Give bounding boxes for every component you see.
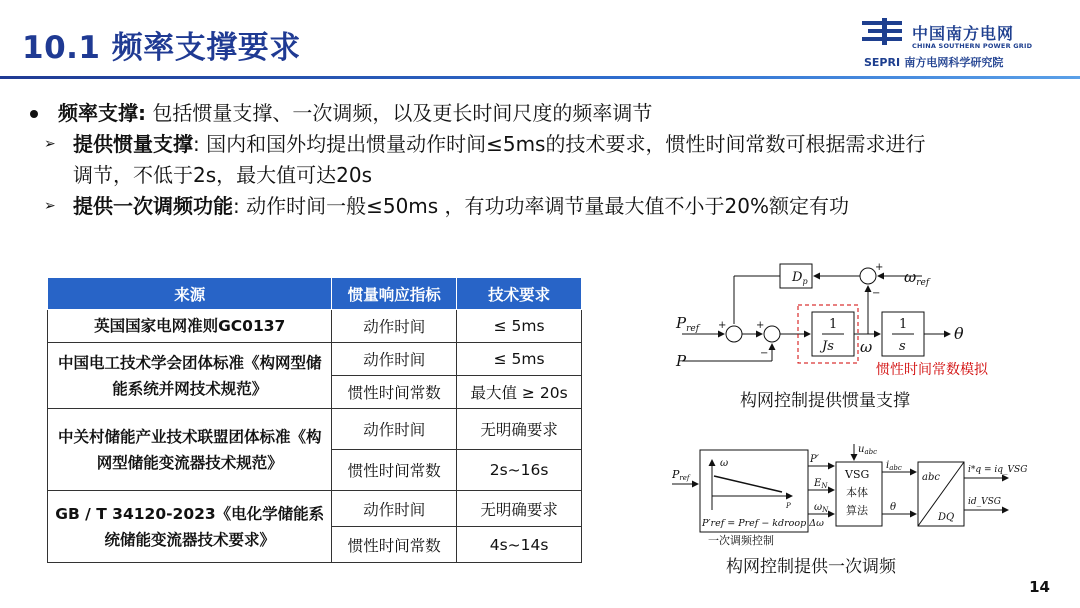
- bullet-inertia-support: [28, 129, 1058, 160]
- company-logo: [862, 18, 1062, 70]
- value-cell: 无明确要求: [457, 491, 582, 527]
- header-requirement: 技术要求: [457, 278, 582, 310]
- requirements-table: [47, 277, 582, 563]
- label-p-ref: Pref: [672, 468, 690, 482]
- bullet-inertia-continuation: [28, 160, 1058, 191]
- label-u-abc: $u_{abc}$: [858, 444, 878, 456]
- primary-frequency-caption: 构网控制提供一次调频: [726, 557, 896, 577]
- gain-denominator: Js: [822, 339, 834, 354]
- metric-cell: 动作时间: [332, 310, 457, 343]
- gain-numerator: 1: [829, 317, 838, 332]
- label-id: id_VSG: [968, 497, 1001, 507]
- label-p: P: [676, 352, 687, 370]
- arrow-bullet-icon: ➢: [44, 198, 56, 214]
- arrow-bullet-icon: ➢: [44, 136, 56, 152]
- metric-cell: 惯性时间常数: [332, 527, 457, 563]
- bullet-bold: 提供一次调频功能: [73, 194, 233, 218]
- value-cell: 最大值 ≥ 20s: [457, 376, 582, 409]
- label-theta: θ: [890, 502, 897, 513]
- vsg-label: 算法: [846, 504, 868, 517]
- sum-junction-omega-ref: [860, 268, 876, 284]
- source-cell: 英国国家电网准则GC0137: [48, 310, 332, 343]
- logo-text-cn: 中国南方电网: [912, 24, 1015, 43]
- label-omega-n: $\omega_N$: [814, 502, 829, 514]
- logo-sepri-name: 南方电网科学研究院: [904, 56, 1004, 69]
- bullet-text: 包括惯量支撑、一次调频，以及更长时间尺度的频率调节: [152, 101, 653, 125]
- label-iq: i*q = iq_VSG: [968, 465, 1028, 475]
- inertia-diagram-caption: 构网控制提供惯量支撑: [740, 391, 910, 411]
- metric-cell: 动作时间: [332, 491, 457, 527]
- value-cell: 4s~14s: [457, 527, 582, 563]
- sum-junction-p: [764, 326, 780, 342]
- metric-cell: 动作时间: [332, 343, 457, 376]
- bullet-primary-frequency: [28, 191, 1058, 222]
- label-omega: ω: [860, 338, 873, 356]
- bullet-bold: 提供惯量支撑: [73, 132, 193, 156]
- droop-formula: P′ref = Pref − kdroop Δω: [702, 518, 824, 529]
- header-source: 来源: [48, 278, 332, 310]
- table-row: [48, 343, 582, 376]
- value-cell: ≤ 5ms: [457, 343, 582, 376]
- bullet-list: [28, 98, 1058, 222]
- source-cell: GB / T 34120-2023《电化学储能系统储能变流器技术要求》: [48, 491, 332, 563]
- value-cell: ≤ 5ms: [457, 310, 582, 343]
- integrator-denominator: s: [899, 339, 906, 354]
- source-cell: 中国电工技术学会团体标准《构网型储能系统并网技术规范》: [48, 343, 332, 409]
- vsg-label: 本体: [846, 486, 868, 499]
- value-cell: 2s~16s: [457, 450, 582, 491]
- logo-sepri-abbr: SEPRI: [864, 56, 901, 69]
- metric-cell: 动作时间: [332, 409, 457, 450]
- bullet-bold: 频率支撑:: [58, 101, 146, 125]
- label-omega-ref: $\omega_{ref}$: [904, 268, 930, 288]
- table-row: [48, 409, 582, 450]
- inertia-annotation: 惯性时间常数模拟: [876, 362, 988, 378]
- csg-logo-icon: [862, 18, 906, 52]
- plus-sign: +: [756, 320, 765, 331]
- label-theta: θ: [954, 324, 964, 343]
- vsg-label: VSG: [845, 468, 870, 481]
- page-title: 10.1 频率支撑要求: [22, 30, 301, 66]
- label-dp: $D_p$: [792, 270, 808, 286]
- table-row: [48, 310, 582, 343]
- plus-sign: +: [875, 262, 884, 273]
- metric-cell: 惯性时间常数: [332, 450, 457, 491]
- label-p-ref: $P_{ref}$: [676, 314, 700, 334]
- logo-sepri: [864, 54, 1003, 70]
- header-metric: 惯量响应指标: [332, 278, 457, 310]
- label-dq: DQ: [938, 512, 955, 523]
- minus-sign: −: [872, 288, 881, 299]
- label-p-ref-prime: P′: [810, 454, 819, 465]
- sum-junction-p-ref: [726, 326, 742, 342]
- integrator-numerator: 1: [899, 317, 908, 332]
- axis-p: P: [786, 502, 791, 510]
- table-header-row: [48, 278, 582, 310]
- page-number: 14: [1029, 578, 1050, 596]
- logo-text-en: CHINA SOUTHERN POWER GRID: [912, 42, 1033, 50]
- title-divider: [0, 76, 1080, 79]
- minus-sign: −: [760, 348, 769, 359]
- label-abc: abc: [922, 472, 940, 483]
- label-e-n: $E_N$: [814, 478, 828, 490]
- metric-cell: 惯性时间常数: [332, 376, 457, 409]
- table-row: [48, 491, 582, 527]
- control-diagrams: [672, 256, 1072, 586]
- axis-omega: ω: [720, 458, 729, 469]
- value-cell: 无明确要求: [457, 409, 582, 450]
- label-i-abc: $i_{abc}$: [886, 460, 902, 472]
- bullet-text: 调节，不低于2s，最大值可达20s: [73, 163, 373, 187]
- bullet-text: : 动作时间一般≤50ms ，有功功率调节量最大值不小于20%额定有功: [233, 194, 850, 218]
- plus-sign: +: [718, 320, 727, 331]
- bullet-frequency-support: [28, 98, 1058, 129]
- source-cell: 中关村储能产业技术联盟团体标准《构网型储能变流器技术规范》: [48, 409, 332, 491]
- bullet-text: : 国内和国外均提出惯量动作时间≤5ms的技术要求，惯性时间常数可根据需求进行: [193, 132, 926, 156]
- bullet-dot-icon: [30, 110, 38, 118]
- droop-control-label: 一次调频控制: [708, 534, 774, 547]
